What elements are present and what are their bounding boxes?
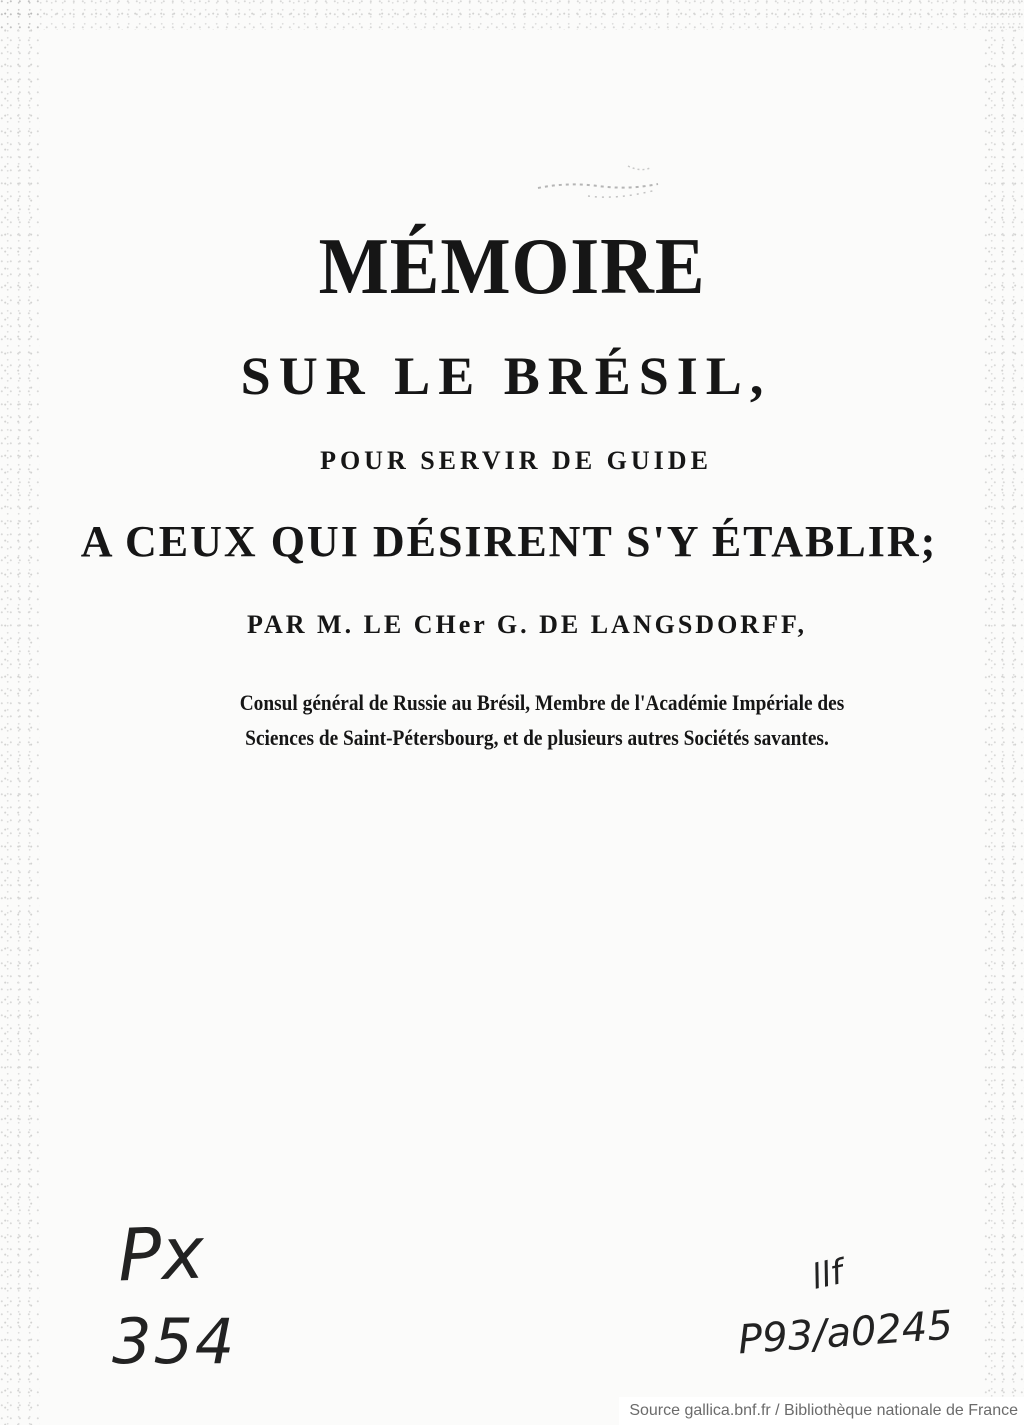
author-description-line-1: Consul général de Russie au Brésil, Membre de l'Académie Impériale des [239, 690, 845, 715]
author-description-line-2: Sciences de Saint-Pétersbourg, et de plusieurs autres Sociétés savantes. [245, 725, 829, 750]
source-credit: Source gallica.bnf.fr / Bibliothèque nationale de France [619, 1397, 1024, 1425]
audience-line: A CEUX QUI DÉSIRENT S'Y ÉTABLIR; [80, 517, 938, 566]
author-line: PAR M. LE CHer G. DE LANGSDORFF, [247, 610, 807, 639]
scan-noise-left [0, 0, 40, 1425]
handwritten-note-right-top: llf [808, 1252, 847, 1298]
handwritten-shelfmark-letters: Px [116, 1210, 206, 1298]
handwritten-shelfmark-number: 354 [112, 1305, 237, 1378]
page-title: MÉMOIRE [318, 223, 706, 311]
page-subtitle: SUR LE BRÉSIL, [240, 346, 772, 406]
scan-noise-top [0, 0, 1024, 30]
scan-noise-right [984, 0, 1024, 1425]
faded-library-stamp [528, 160, 668, 204]
purpose-line: POUR SERVIR DE GUIDE [320, 446, 712, 475]
handwritten-call-number: P93/a0245 [736, 1302, 955, 1364]
